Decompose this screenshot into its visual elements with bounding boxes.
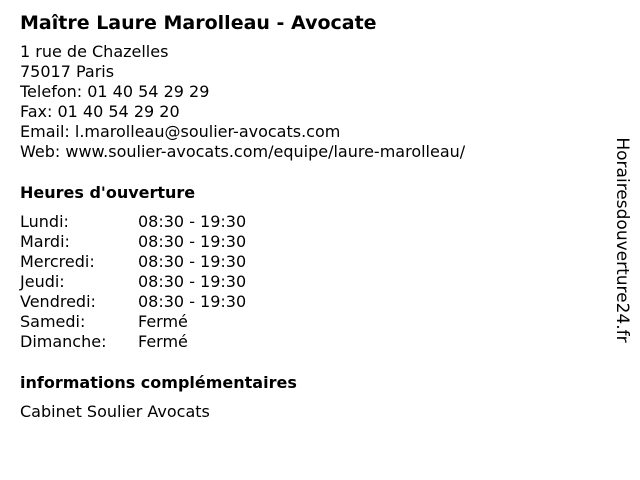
- hours-time: 08:30 - 19:30: [138, 292, 247, 311]
- opening-hours-table: [20, 212, 600, 352]
- hours-time: 08:30 - 19:30: [138, 252, 247, 271]
- hours-row: [20, 292, 600, 312]
- hours-day: Samedi:: [20, 312, 86, 331]
- hours-day: Vendredi:: [20, 292, 96, 311]
- opening-hours-heading: Heures d'ouverture: [20, 183, 196, 202]
- email-address: Email: l.marolleau@soulier-avocats.com: [20, 122, 341, 141]
- hours-time: 08:30 - 19:30: [138, 232, 247, 251]
- hours-day: Lundi:: [20, 212, 69, 231]
- hours-day: Mardi:: [20, 232, 70, 251]
- page-title: Maître Laure Marolleau - Avocate: [20, 12, 377, 34]
- contact-block: [20, 42, 600, 162]
- hours-time: 08:30 - 19:30: [138, 212, 247, 231]
- hours-time: Fermé: [138, 332, 188, 351]
- hours-day: Mercredi:: [20, 252, 95, 271]
- hours-row: [20, 332, 600, 352]
- hours-row: [20, 252, 600, 272]
- site-watermark: Horairesdouverture24.fr: [612, 137, 632, 343]
- hours-row: [20, 272, 600, 292]
- street-address: 1 rue de Chazelles: [20, 42, 169, 61]
- additional-info-text: Cabinet Soulier Avocats: [20, 402, 210, 421]
- hours-day: Jeudi:: [20, 272, 65, 291]
- city: 75017 Paris: [20, 62, 115, 81]
- additional-info-heading: informations complémentaires: [20, 373, 297, 392]
- fax-number: Fax: 01 40 54 29 20: [20, 102, 180, 121]
- business-card: [20, 10, 600, 422]
- hours-time: 08:30 - 19:30: [138, 272, 247, 291]
- hours-row: [20, 312, 600, 332]
- hours-day: Dimanche:: [20, 332, 107, 351]
- hours-time: Fermé: [138, 312, 188, 331]
- website: Web: www.soulier-avocats.com/equipe/laure-marolleau/: [20, 142, 466, 161]
- hours-row: [20, 232, 600, 252]
- hours-row: [20, 212, 600, 232]
- phone-number: Telefon: 01 40 54 29 29: [20, 82, 210, 101]
